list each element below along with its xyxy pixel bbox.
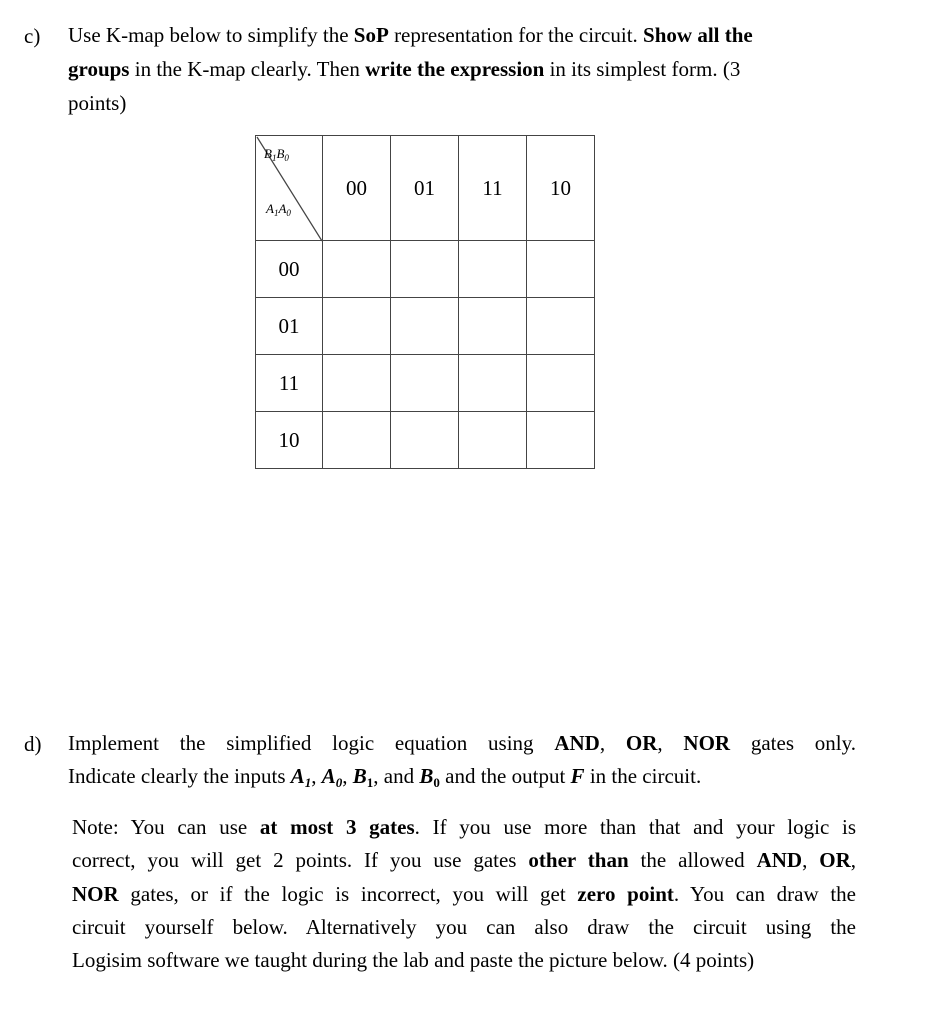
k-map-cell[interactable] [323,298,391,355]
k-map-cell[interactable] [391,298,459,355]
part-c-line-2: groups in the K-map clearly. Then write the expression in its simplest form. (3 [68,57,741,81]
note-line-4: circuit yourself below. Alternatively you can also draw the circuit using the [72,915,856,939]
note-line-1: Note: You can use at most 3 gates. If you use more than that and your logic is [72,815,856,839]
part-d-line-2: Indicate clearly the inputs $A_1$, $A_0$, $B_1$, and $B_0$ and the output F in the circuit. [68,764,702,790]
note-line-5: Logisim software we taught during the lab and paste the picture below. (4 points) [72,948,755,972]
row-header: 01 [256,298,323,355]
column-header: 10 [527,136,595,241]
k-map-cell[interactable] [391,355,459,412]
part-c-label: c) [24,24,41,48]
k-map-cell[interactable] [323,412,391,469]
k-map-table [255,135,595,469]
k-map-cell[interactable] [391,412,459,469]
corner-row-variables: $A_1A_0$ [266,201,291,218]
part-d-line-1: Implement the simplified logic equation using AND, OR, NOR gates only. [68,731,857,755]
column-header: 01 [391,136,459,241]
part-d-label: d) [24,732,42,756]
column-header: 00 [323,136,391,241]
k-map-cell[interactable] [527,412,595,469]
k-map-cell[interactable] [459,412,527,469]
k-map-cell[interactable] [459,355,527,412]
row-header: 00 [256,241,323,298]
part-c-line-1: Use K-map below to simplify the SoP representation for the circuit. Show all the [68,23,753,47]
note-line-2: correct, you will get 2 points. If you use gates other than the allowed AND, OR, [72,848,856,872]
k-map-cell[interactable] [459,298,527,355]
part-c-line-3: points) [68,91,127,115]
k-map-cell[interactable] [527,355,595,412]
column-header: 11 [459,136,527,241]
k-map-cell[interactable] [527,241,595,298]
corner-column-variables: $B_1B_0$ [264,146,289,163]
row-header: 10 [256,412,323,469]
k-map-cell[interactable] [323,241,391,298]
k-map-cell[interactable] [323,355,391,412]
k-map-cell[interactable] [527,298,595,355]
note-line-3: NOR gates, or if the logic is incorrect, you will get zero point. You can draw the [72,882,856,906]
k-map-cell[interactable] [391,241,459,298]
k-map-corner [256,136,323,241]
k-map-cell[interactable] [459,241,527,298]
row-header: 11 [256,355,323,412]
